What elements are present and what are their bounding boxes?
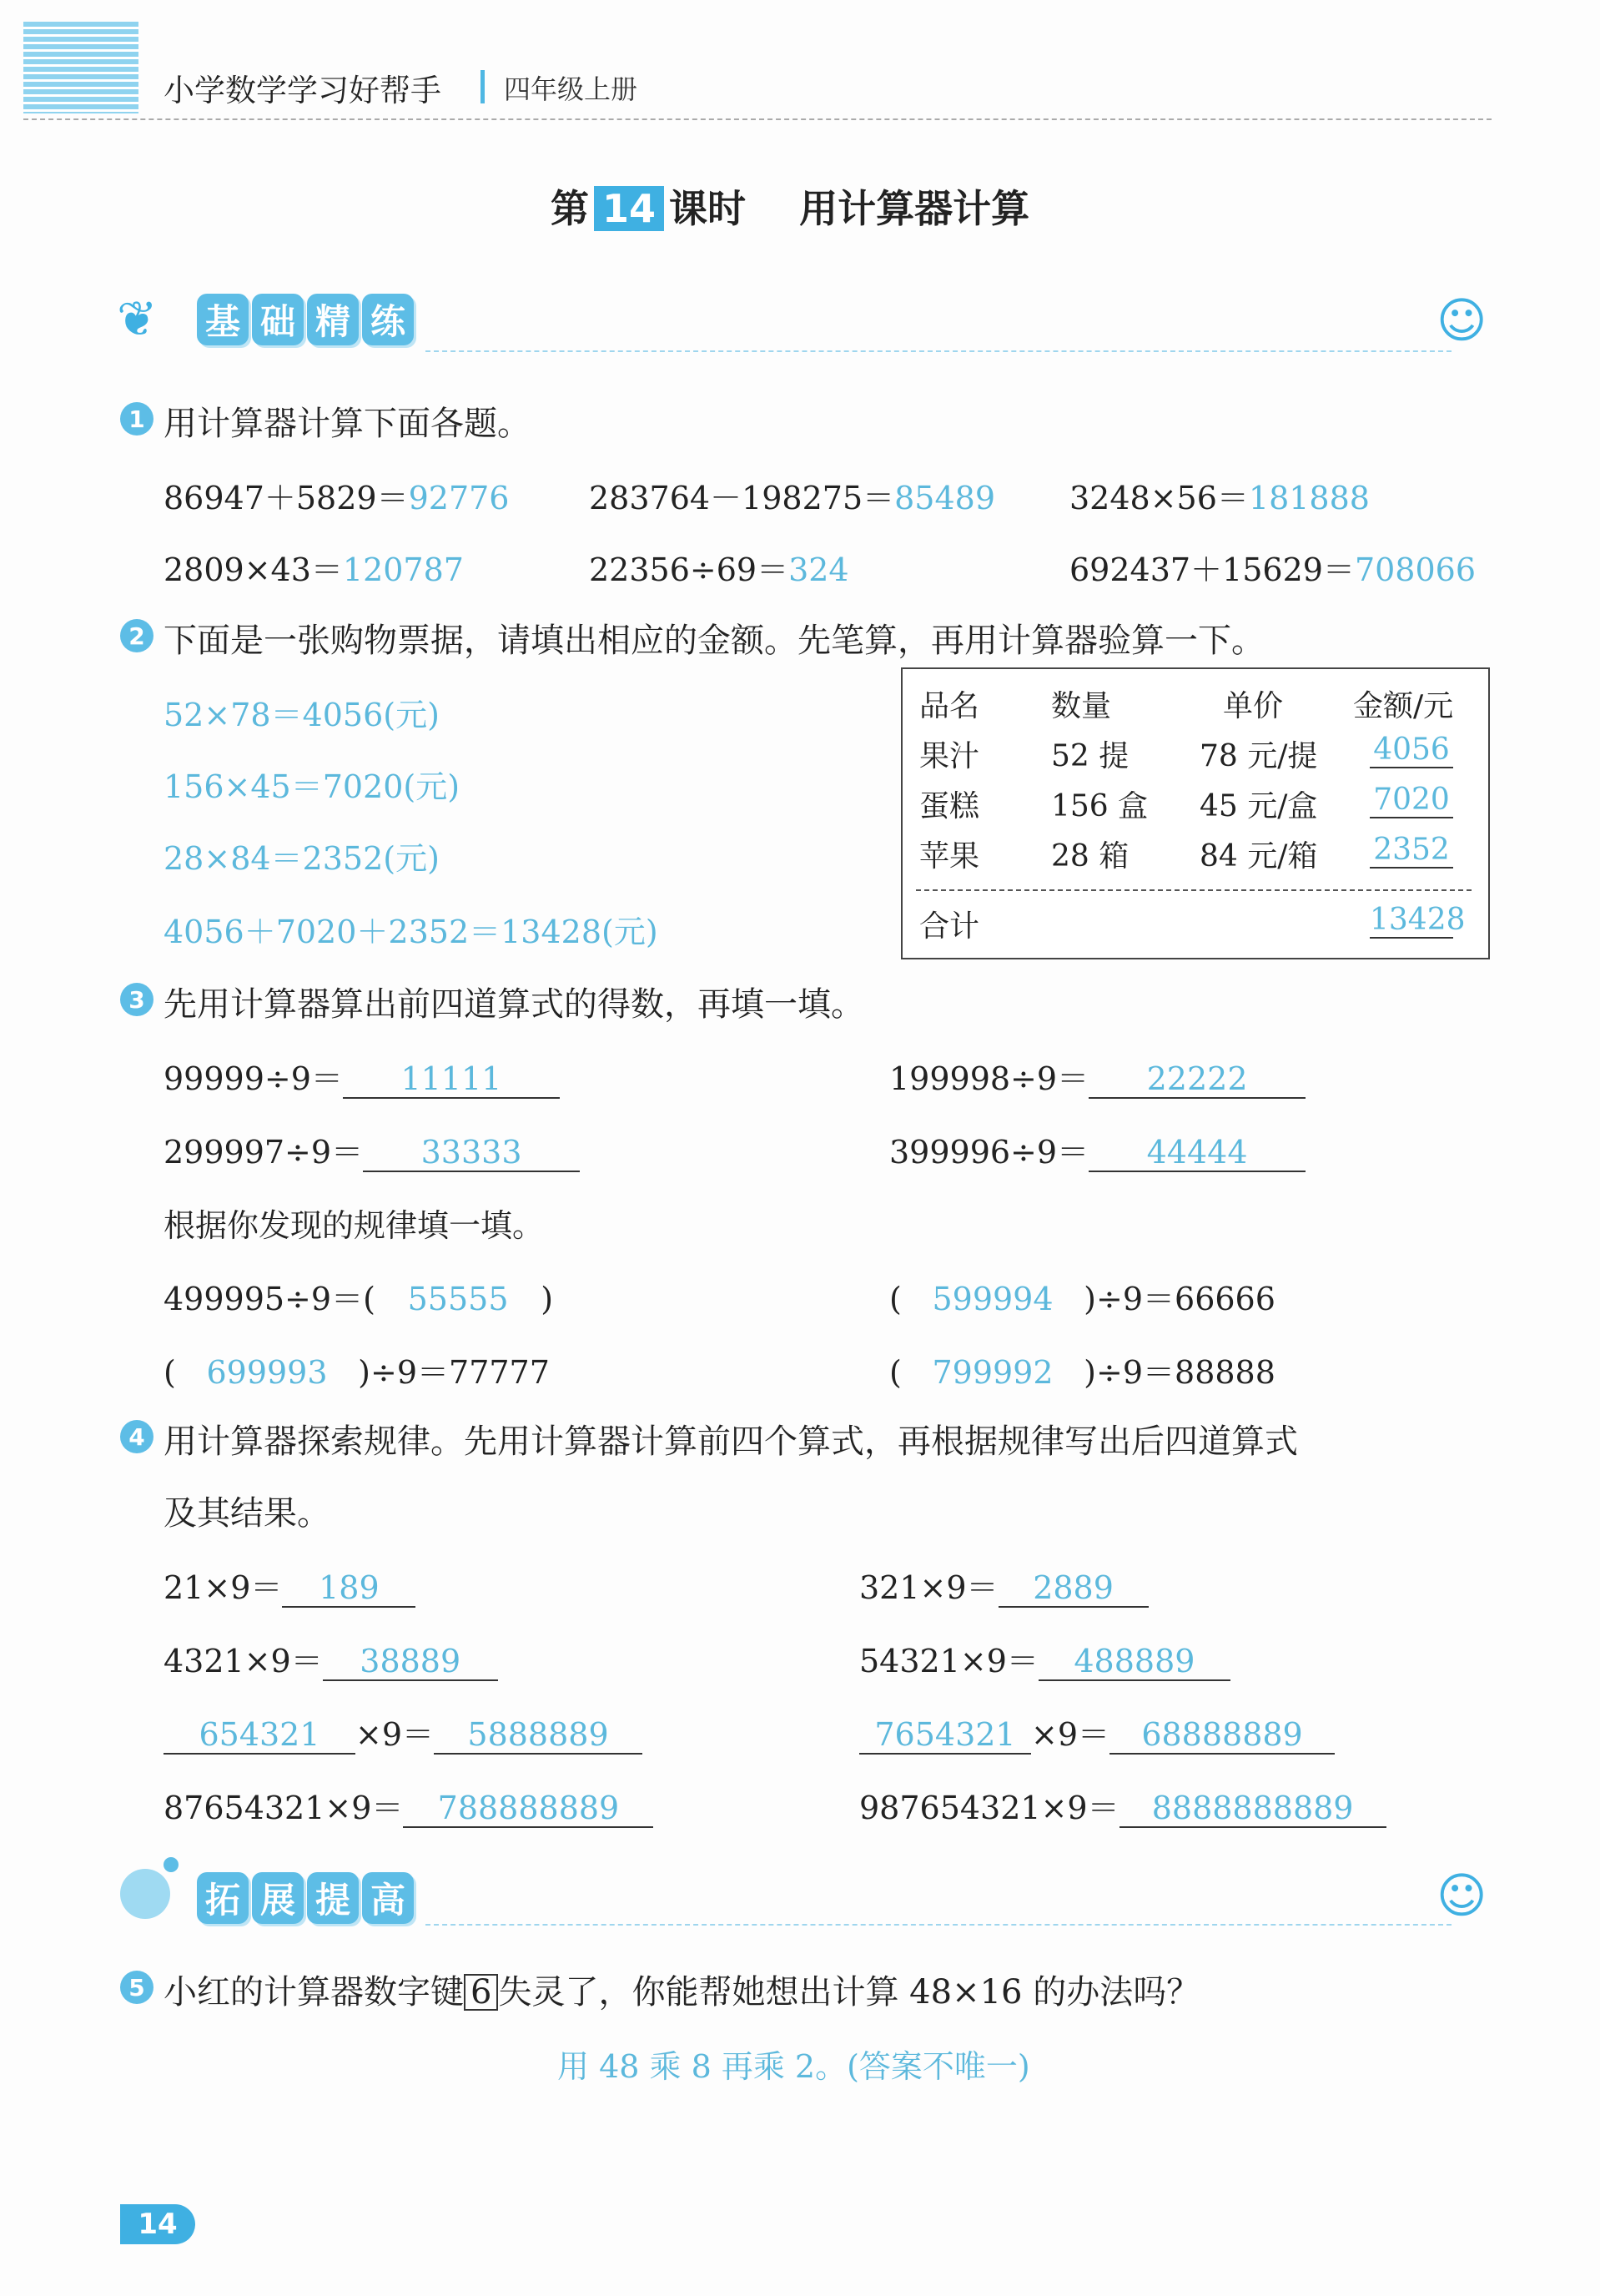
answer: 599994 — [932, 1281, 1054, 1317]
expression: ( — [889, 1281, 902, 1317]
answer-blank: 68888889 — [1109, 1716, 1335, 1755]
expression: 54321×9＝ — [859, 1643, 1039, 1679]
receipt-item-price: 78 元/提 — [1200, 739, 1318, 773]
expression: 3248×56＝ — [1069, 480, 1249, 516]
expression: 399996÷9＝ — [889, 1134, 1089, 1171]
lesson-title — [551, 179, 1029, 234]
answer: 699993 — [206, 1354, 328, 1391]
question-text: 用计算器计算下面各题。 — [164, 405, 531, 443]
question-text: 先用计算器算出前四道算式的得数，再填一填。 — [164, 985, 864, 1024]
receipt-item-price: 45 元/盒 — [1200, 789, 1318, 823]
answer-blank: 654321 — [164, 1716, 355, 1755]
rule-instruction: 根据你发现的规律填一填。 — [164, 1207, 545, 1244]
question-number: 3 — [120, 983, 153, 1016]
work-line: 28×84＝2352(元) — [164, 840, 440, 877]
section-banner-basic — [197, 294, 417, 345]
banner-char: 展 — [252, 1872, 304, 1924]
banner-char: 基 — [197, 294, 249, 345]
answer-blank: 11111 — [343, 1060, 560, 1099]
header-decoration — [23, 22, 138, 113]
banner-char: 础 — [252, 294, 304, 345]
answer-blank: 488889 — [1039, 1643, 1230, 1681]
fill-equation — [164, 1273, 553, 1319]
equation — [164, 544, 464, 590]
expression: )÷9＝88888 — [1084, 1354, 1275, 1391]
receipt-total-label: 合计 — [919, 909, 980, 944]
answer-blank: 189 — [282, 1569, 415, 1608]
fill-equation — [859, 1562, 1149, 1608]
section-banner-extend — [197, 1872, 417, 1924]
question-number: 5 — [120, 1971, 153, 2004]
equation — [164, 472, 509, 518]
expression: 99999÷9＝ — [164, 1060, 343, 1097]
receipt-header: 品名 — [919, 689, 980, 723]
fill-equation — [889, 1347, 1275, 1392]
lesson-topic: 用计算器计算 — [799, 186, 1030, 231]
written-equation — [164, 1709, 642, 1755]
expression: 499995÷9＝( — [164, 1281, 375, 1317]
expression: 321×9＝ — [859, 1569, 999, 1606]
receipt-item-amount: 4056 — [1370, 733, 1453, 768]
question-number: 4 — [120, 1420, 153, 1453]
bubble-decoration — [120, 1869, 170, 1919]
running-kid-icon: ☺ — [1436, 292, 1487, 349]
expression: ×9＝ — [355, 1716, 435, 1753]
answer-blank: 7654321 — [859, 1716, 1031, 1755]
answer-blank: 8888888889 — [1119, 1790, 1386, 1828]
expression: )÷9＝66666 — [1084, 1281, 1275, 1317]
expression: 4321×9＝ — [164, 1643, 323, 1679]
equation — [1069, 544, 1476, 590]
work-line: 4056＋7020＋2352＝13428(元) — [164, 914, 658, 950]
receipt-item-qty: 52 提 — [1051, 739, 1130, 773]
fill-equation — [164, 1347, 550, 1392]
fill-equation — [889, 1053, 1306, 1099]
receipt-item-name: 苹果 — [919, 839, 980, 874]
banner-char: 精 — [307, 294, 359, 345]
fill-equation — [164, 1782, 653, 1828]
shopping-receipt — [901, 667, 1490, 959]
expression: ×9＝ — [1031, 1716, 1110, 1753]
fill-equation — [889, 1126, 1306, 1172]
fill-equation — [889, 1273, 1275, 1319]
expression: 987654321×9＝ — [859, 1790, 1119, 1826]
expression: 87654321×9＝ — [164, 1790, 404, 1826]
answer-blank: 22222 — [1089, 1060, 1306, 1099]
question-number: 1 — [120, 402, 153, 436]
expression: ) — [541, 1281, 554, 1317]
answer-blank: 33333 — [363, 1134, 580, 1172]
book-title: 小学数学学习好帮手 — [164, 73, 441, 108]
sprout-icon: ❦ — [117, 290, 158, 347]
receipt-item-amount: 7020 — [1370, 783, 1453, 818]
answer: 85489 — [894, 480, 996, 516]
expression: 86947＋5829＝ — [164, 480, 409, 516]
question-text — [164, 1966, 1200, 2013]
receipt-item-amount: 2352 — [1370, 833, 1453, 869]
receipt-item-qty: 28 箱 — [1051, 839, 1130, 874]
lesson-number: 14 — [594, 186, 664, 231]
answer: 181888 — [1248, 480, 1370, 516]
answer: 55555 — [407, 1281, 509, 1317]
expression: 2809×43＝ — [164, 551, 343, 588]
banner-char: 练 — [362, 294, 414, 345]
page-number: 14 — [120, 2204, 195, 2244]
running-kid-icon: ☺ — [1436, 1867, 1487, 1924]
fill-equation — [859, 1782, 1386, 1828]
question-text-part: 失灵了，你能帮她想出计算 48×16 的办法吗？ — [498, 1973, 1200, 2012]
receipt-item-price: 84 元/箱 — [1200, 839, 1318, 874]
answer: 120787 — [342, 551, 464, 588]
bubble-decoration — [164, 1857, 179, 1872]
equation — [1069, 472, 1370, 518]
answer-blank: 44444 — [1089, 1134, 1306, 1172]
section-rule — [425, 1924, 1452, 1926]
answer-blank: 38889 — [323, 1643, 498, 1681]
question-text-part: 小红的计算器数字键 — [164, 1973, 464, 2012]
banner-char: 提 — [307, 1872, 359, 1924]
receipt-header: 金额/元 — [1353, 689, 1454, 723]
expression: ( — [889, 1354, 902, 1391]
question-text-cont: 及其结果。 — [164, 1494, 330, 1533]
expression: 692437＋15629＝ — [1069, 551, 1355, 588]
fill-equation — [164, 1562, 415, 1608]
work-line: 156×45＝7020(元) — [164, 768, 460, 805]
answer-blank: 5888889 — [434, 1716, 642, 1755]
question-number: 2 — [120, 619, 153, 652]
book-grade: 四年级上册 — [504, 73, 638, 105]
receipt-divider — [916, 889, 1472, 891]
work-line: 52×78＝4056(元) — [164, 697, 440, 733]
expression: 283764－198275＝ — [589, 480, 895, 516]
fill-equation — [859, 1635, 1230, 1681]
expression: ( — [164, 1354, 176, 1391]
header-divider — [481, 70, 485, 103]
answer-text: 用 48 乘 8 再乘 2。(答案不唯一) — [557, 2048, 1030, 2085]
expression: 199998÷9＝ — [889, 1060, 1089, 1097]
receipt-header: 单价 — [1223, 689, 1284, 723]
answer-blank: 2889 — [999, 1569, 1149, 1608]
expression: 299997÷9＝ — [164, 1134, 364, 1171]
calculator-key: 6 — [464, 1974, 498, 2011]
answer: 708066 — [1354, 551, 1477, 588]
answer: 92776 — [408, 480, 510, 516]
question-text: 用计算器探索规律。先用计算器计算前四个算式，再根据规律写出后四道算式 — [164, 1422, 1298, 1461]
answer: 324 — [788, 551, 849, 588]
receipt-item-name: 果汁 — [919, 739, 980, 773]
fill-equation — [164, 1053, 560, 1099]
question-text: 下面是一张购物票据，请填出相应的金额。先笔算，再用计算器验算一下。 — [164, 622, 1265, 660]
banner-char: 拓 — [197, 1872, 249, 1924]
receipt-header: 数量 — [1051, 689, 1112, 723]
expression: 21×9＝ — [164, 1569, 283, 1606]
lesson-prefix: 第 — [551, 186, 589, 231]
header-rule — [23, 118, 1492, 120]
expression: )÷9＝77777 — [358, 1354, 550, 1391]
equation — [589, 472, 995, 518]
fill-equation — [164, 1635, 498, 1681]
equation — [589, 544, 849, 590]
answer-blank: 788888889 — [403, 1790, 653, 1828]
section-rule — [425, 350, 1452, 352]
expression: 22356÷69＝ — [589, 551, 789, 588]
answer: 799992 — [932, 1354, 1054, 1391]
receipt-total: 13428 — [1370, 903, 1466, 937]
fill-equation — [164, 1126, 580, 1172]
receipt-item-qty: 156 盒 — [1051, 789, 1149, 823]
lesson-suffix: 课时 — [669, 186, 747, 231]
written-equation — [859, 1709, 1335, 1755]
banner-char: 高 — [362, 1872, 414, 1924]
receipt-item-name: 蛋糕 — [919, 789, 980, 823]
